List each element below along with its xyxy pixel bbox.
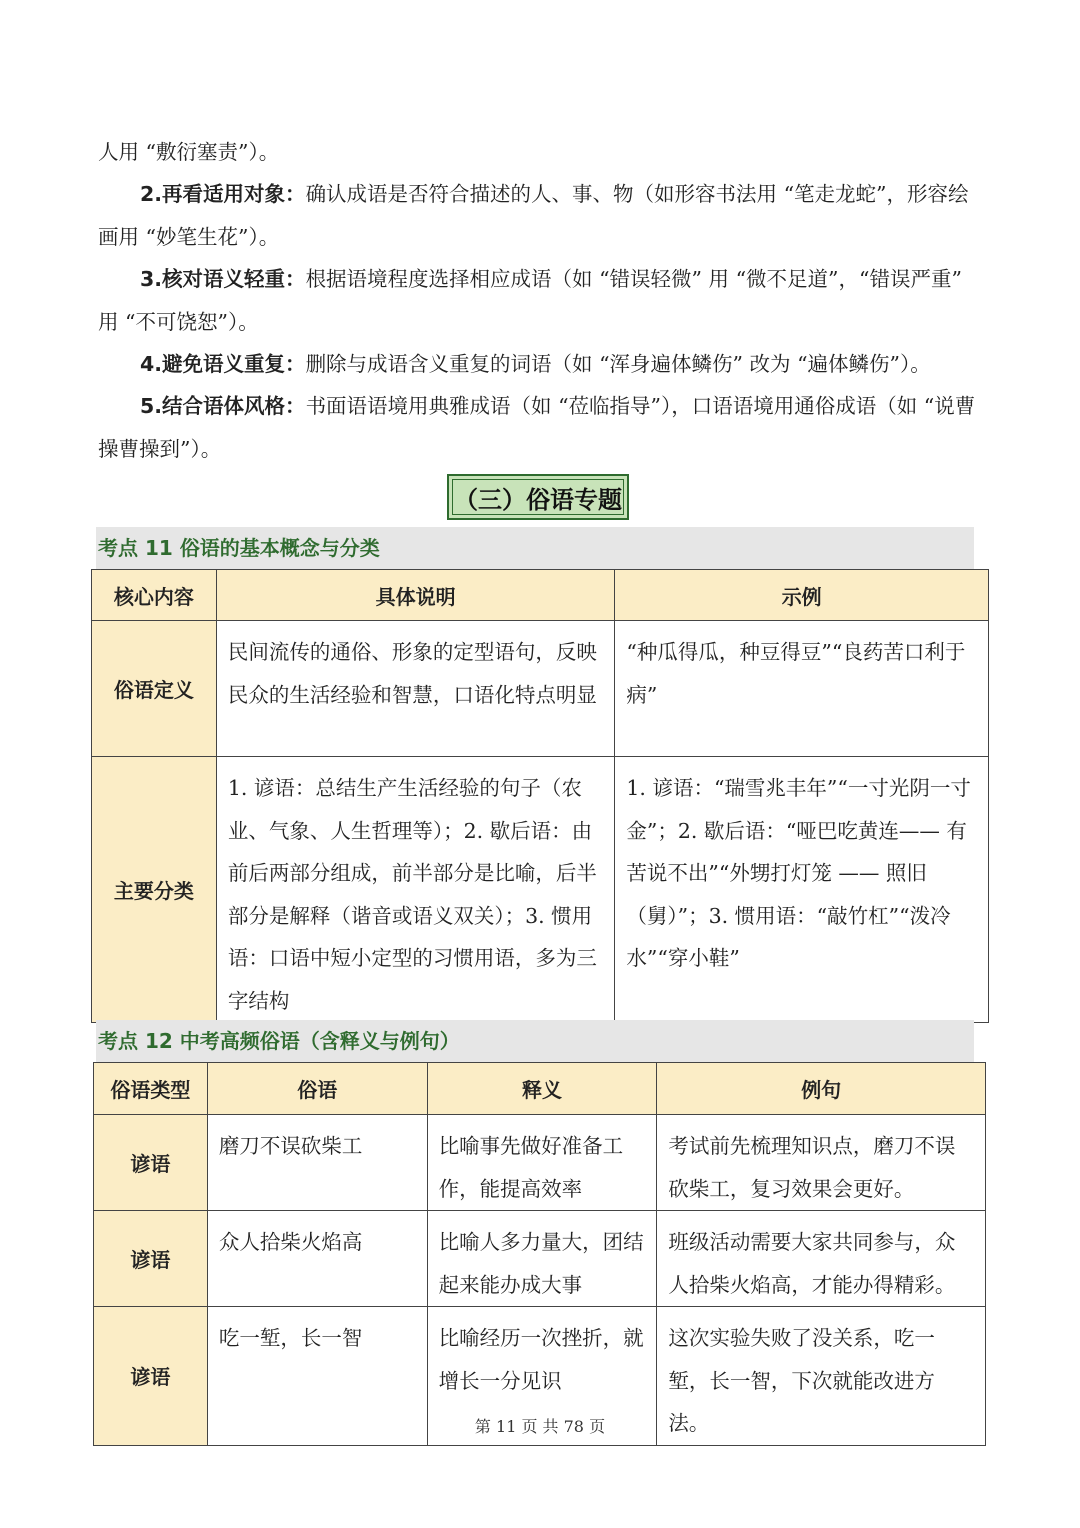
row-saying: 磨刀不误砍柴工 xyxy=(207,1115,427,1211)
row-saying: 众人拾柴火焰高 xyxy=(207,1211,427,1307)
row-example: 考试前先梳理知识点，磨刀不误砍柴工，复习效果会更好。 xyxy=(657,1115,986,1211)
table-row xyxy=(94,1211,986,1307)
section-title-text: （三）俗语专题 xyxy=(454,485,622,514)
row-description: 民间流传的通俗、形象的定型语句，反映民众的生活经验和智慧，口语化特点明显 xyxy=(216,621,615,757)
item-4-heading: 4.避免语义重复： xyxy=(140,352,306,376)
table-row xyxy=(92,757,989,1023)
row-type: 谚语 xyxy=(94,1211,208,1307)
item-5-heading: 5.结合语体风格： xyxy=(140,394,306,418)
item-2-heading: 2.再看适用对象： xyxy=(140,182,306,206)
item-5-text: 书面语语境用典雅成语（如 “莅临指导”），口语语境用通俗成语（如 “说曹操曹操到”）。 xyxy=(98,394,976,461)
header-saying: 俗语 xyxy=(207,1063,427,1115)
item-3-text: 根据语境程度选择相应成语（如 “错误轻微” 用 “微不足道”，“错误严重” 用 “不可饶恕”）。 xyxy=(98,267,962,334)
row-example: 这次实验失败了没关系，吃一堑，长一智，下次就能改进方法。 xyxy=(657,1307,986,1446)
row-type: 谚语 xyxy=(94,1115,208,1211)
concept-table xyxy=(91,569,989,1023)
item-4-text: 删除与成语含义重复的词语（如 “浑身遍体鳞伤” 改为 “遍体鳞伤”）。 xyxy=(305,352,931,376)
row-example: 1. 谚语：“瑞雪兆丰年”“一寸光阴一寸金”；2. 歇后语：“哑巴吃黄连—— 有苦说不出”“外甥打灯笼 —— 照旧（舅）”；3. 惯用语：“敲竹杠”“泼冷水”“穿小鞋” xyxy=(615,757,989,1023)
row-description: 1. 谚语：总结生产生活经验的句子（农业、气象、人生哲理等）；2. 歇后语：由前后两部分组成，前半部分是比喻，后半部分是解释（谐音或语义双关）；3. 惯用语：口语中短小定型的习惯用语，多为三字结构 xyxy=(216,757,615,1023)
table-header-row xyxy=(92,570,989,621)
header-example: 示例 xyxy=(615,570,989,621)
paragraph-item-5 xyxy=(98,385,986,470)
row-type: 谚语 xyxy=(94,1307,208,1446)
paragraph-item-3 xyxy=(98,258,986,343)
row-meaning: 比喻经历一次挫折，就增长一分见识 xyxy=(427,1307,657,1446)
paragraph-item-2 xyxy=(98,173,986,258)
table-header-row xyxy=(94,1063,986,1115)
header-type: 俗语类型 xyxy=(94,1063,208,1115)
row-example: 班级活动需要大家共同参与，众人拾柴火焰高，才能办得精彩。 xyxy=(657,1211,986,1307)
header-example: 例句 xyxy=(657,1063,986,1115)
row-saying: 吃一堑，长一智 xyxy=(207,1307,427,1446)
header-core: 核心内容 xyxy=(92,570,217,621)
row-example: “种瓜得瓜，种豆得豆”“良药苦口利于病” xyxy=(615,621,989,757)
paragraph-item-4 xyxy=(98,343,986,386)
row-meaning: 比喻人多力量大，团结起来能办成大事 xyxy=(427,1211,657,1307)
paragraph-continuation: 人用 “敷衍塞责”）。 xyxy=(98,140,280,164)
section-title xyxy=(447,474,629,520)
header-meaning: 释义 xyxy=(427,1063,657,1115)
row-meaning: 比喻事先做好准备工作，能提高效率 xyxy=(427,1115,657,1211)
item-3-heading: 3.核对语义轻重： xyxy=(140,267,306,291)
table-row xyxy=(92,621,989,757)
header-desc: 具体说明 xyxy=(216,570,615,621)
table-row xyxy=(94,1115,986,1211)
row-category: 俗语定义 xyxy=(92,621,217,757)
page-footer: 第 11 页 共 78 页 xyxy=(474,1417,606,1436)
row-category: 主要分类 xyxy=(92,757,217,1023)
kaodian-11-title: 考点 11 俗语的基本概念与分类 xyxy=(96,527,974,569)
kaodian-12-title: 考点 12 中考高频俗语（含释义与例句） xyxy=(96,1020,974,1062)
item-2-text: 确认成语是否符合描述的人、事、物（如形容书法用 “笔走龙蛇”，形容绘画用 “妙笔生花”）。 xyxy=(98,182,969,249)
proverb-table xyxy=(93,1062,986,1446)
